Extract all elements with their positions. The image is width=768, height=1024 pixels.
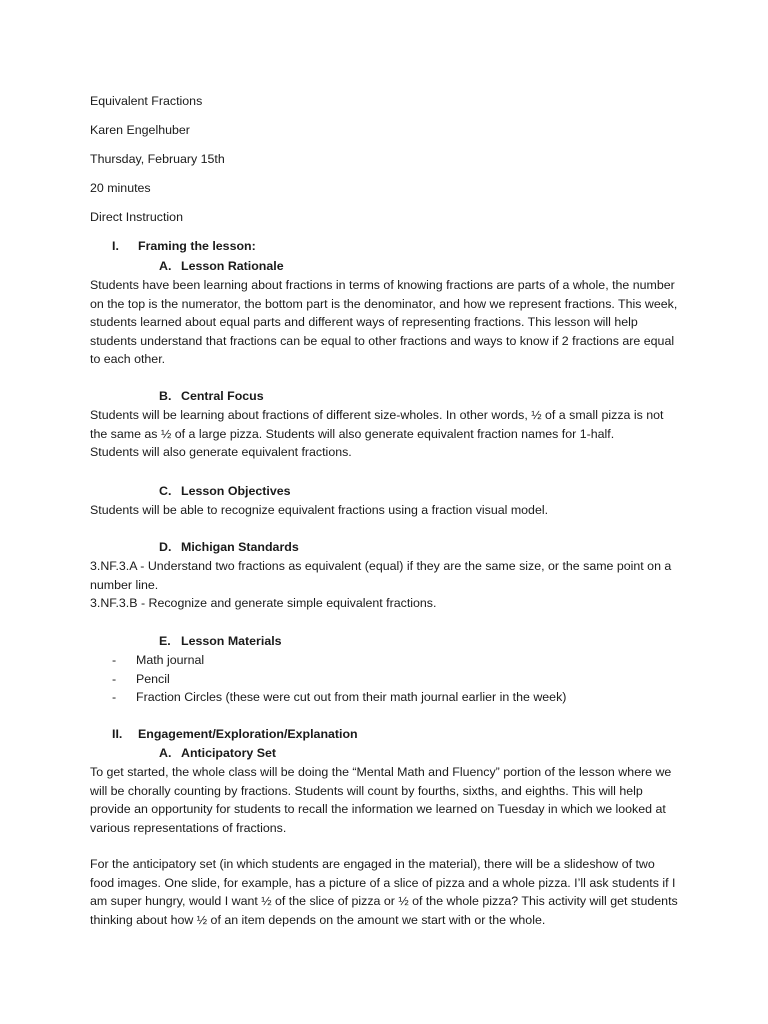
standards-section — [90, 557, 680, 613]
material-label: Pencil — [136, 671, 170, 686]
rationale-title: Lesson Rationale — [181, 259, 284, 273]
lesson-date: Thursday, February 15th — [90, 152, 225, 166]
materials-letter: E. — [159, 634, 171, 648]
rationale-heading — [159, 257, 284, 276]
standard-3nf3a: 3.NF.3.A - Understand two fractions as equivalent (equal) if they are the same size, or the same point on a number line. — [90, 559, 672, 592]
section-2-numeral: II. — [112, 727, 123, 741]
objectives-title: Lesson Objectives — [181, 484, 291, 498]
standards-letter: D. — [159, 540, 172, 554]
section-2-title: Engagement/Exploration/Explanation — [138, 727, 358, 741]
lesson-title: Equivalent Fractions — [90, 94, 203, 108]
standards-title: Michigan Standards — [181, 540, 299, 554]
objectives-section — [90, 501, 690, 520]
section-1-heading — [112, 237, 256, 256]
section-2-heading — [112, 725, 358, 744]
anticipatory-section — [90, 763, 680, 837]
materials-list — [112, 651, 566, 707]
list-dash: - — [112, 653, 117, 667]
materials-title: Lesson Materials — [181, 634, 282, 648]
standard-3nf3b: 3.NF.3.B - Recognize and generate simple equivalent fractions. — [90, 596, 437, 611]
rationale-letter: A. — [159, 259, 172, 273]
anticipatory-letter: A. — [159, 746, 172, 760]
anticipatory-paragraph-1: To get started, the whole class will be doing the “Mental Math and Fluency” portion of the lesson where we will be chorally counting by fractions. Students will count by fourths, sixths, and eighths. This will help provide an opportunity for students to recall the information we learned on Tuesday in which we looked at various representations of fractions. — [90, 765, 672, 835]
central-focus-heading — [159, 387, 264, 406]
material-label: Fraction Circles (these were cut out from their math journal earlier in the week) — [136, 690, 567, 705]
materials-list-item — [112, 651, 566, 670]
objectives-heading — [159, 482, 291, 501]
anticipatory-heading — [159, 744, 276, 763]
anticipatory-title: Anticipatory Set — [181, 746, 277, 760]
materials-list-item — [112, 688, 566, 707]
lesson-duration: 20 minutes — [90, 181, 151, 195]
materials-heading — [159, 632, 282, 651]
anticipatory-section-2 — [90, 855, 680, 929]
standards-heading — [159, 538, 299, 557]
central-focus-text: Students will be learning about fractions of different size-wholes. In other words, ½ of a small pizza is not the same as ½ of a large pizza. Students will also generate equivalent fraction names for 1-half. Students will also generate equivalent fractions. — [90, 408, 664, 460]
anticipatory-paragraph-2: For the anticipatory set (in which students are engaged in the material), there will be a slideshow of two food images. One slide, for example, has a picture of a slice of pizza and a whole pizza. I’ll ask students if I am super hungry, would I want ½ of the slice of pizza or ½ of the whole pizza? This activity will get students thinking about how ½ of an item depends on the amount we start with or the whole. — [90, 857, 678, 927]
author-name: Karen Engelhuber — [90, 123, 190, 137]
objectives-letter: C. — [159, 484, 172, 498]
section-1-title: Framing the lesson: — [138, 239, 256, 253]
central-focus-section — [90, 406, 665, 462]
lesson-method: Direct Instruction — [90, 210, 183, 224]
rationale-text: Students have been learning about fractions in terms of knowing fractions are parts of a whole, the number on the top is the numerator, the bottom part is the denominator, and how we represent fractions. This week, students learned about equal parts and different ways of representing fractions. This lesson will help students understand that fractions can be equal to other fractions and ways to know if 2 fractions are equal to each other. — [90, 278, 678, 367]
materials-list-item — [112, 670, 566, 689]
objectives-text: Students will be able to recognize equivalent fractions using a fraction visual model. — [90, 503, 549, 517]
list-dash: - — [112, 690, 117, 705]
section-1-numeral: I. — [112, 239, 119, 253]
central-focus-letter: B. — [159, 389, 172, 403]
material-label: Math journal — [136, 653, 205, 667]
list-dash: - — [112, 671, 117, 686]
rationale-section — [90, 276, 685, 369]
central-focus-title: Central Focus — [181, 389, 264, 403]
